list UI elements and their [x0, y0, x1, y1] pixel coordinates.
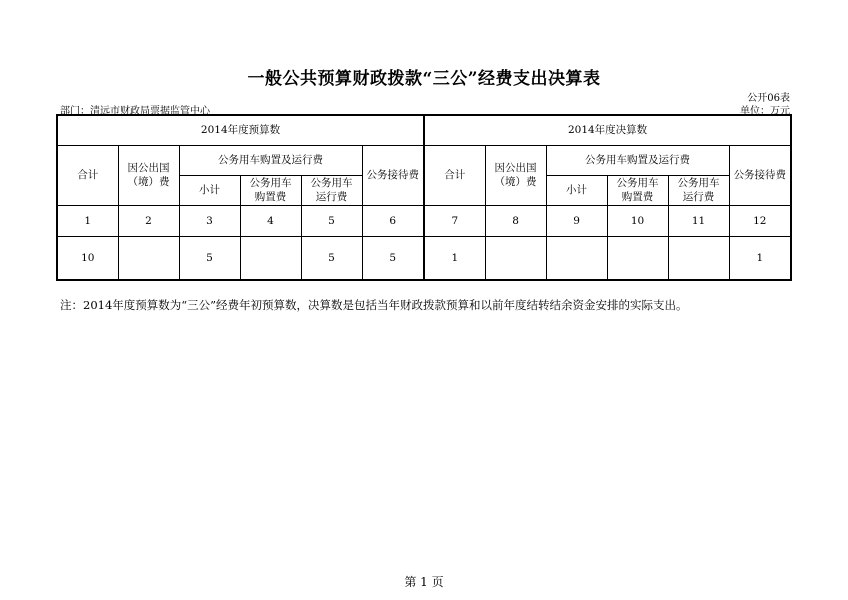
department-label: 部门：清远市财政局票据监管中心 [60, 106, 210, 117]
col-number: 2 [118, 205, 179, 236]
table-row [57, 236, 791, 280]
col-number: 11 [668, 205, 729, 236]
budget-reception-header: 公务接待费 [362, 145, 424, 205]
col-number: 9 [546, 205, 607, 236]
col-number: 8 [485, 205, 546, 236]
column-number-row [57, 205, 791, 236]
col-number: 10 [607, 205, 668, 236]
data-cell: 10 [57, 236, 118, 280]
final-header: 2014年度决算数 [424, 115, 791, 145]
budget-header: 2014年度预算数 [57, 115, 424, 145]
section-header-row [57, 115, 791, 145]
final-vehicle-header: 公务用车购置及运行费 [546, 145, 729, 175]
col-number: 7 [424, 205, 485, 236]
data-cell: 5 [179, 236, 240, 280]
data-cell: 5 [362, 236, 424, 280]
budget-operation-header: 公务用车 运行费 [301, 175, 362, 205]
col-number: 3 [179, 205, 240, 236]
expenditure-table [56, 114, 792, 281]
budget-abroad-header: 因公出国 （境）费 [118, 145, 179, 205]
col-number: 1 [57, 205, 118, 236]
final-purchase-header: 公务用车 购置费 [607, 175, 668, 205]
col-number: 5 [301, 205, 362, 236]
budget-vehicle-header: 公务用车购置及运行费 [179, 145, 362, 175]
final-reception-header: 公务接待费 [729, 145, 791, 205]
column-header-row-1 [57, 145, 791, 175]
data-cell: 1 [729, 236, 791, 280]
data-cell [546, 236, 607, 280]
data-cell: 5 [301, 236, 362, 280]
page-number: 第 1 页 [404, 575, 444, 589]
budget-subtotal-header: 小计 [179, 175, 240, 205]
form-number: 公开06表 [747, 93, 790, 104]
footnote: 注：2014年度预算数为“三公”经费年初预算数，决算数是包括当年财政拨款预算和以前年度结转结余资金安排的实际支出。 [60, 298, 688, 312]
budget-total-header: 合计 [57, 145, 118, 205]
final-operation-header: 公务用车 运行费 [668, 175, 729, 205]
final-total-header: 合计 [424, 145, 485, 205]
data-cell [118, 236, 179, 280]
col-number: 4 [240, 205, 301, 236]
data-cell [607, 236, 668, 280]
data-cell [240, 236, 301, 280]
data-cell [485, 236, 546, 280]
data-cell: 1 [424, 236, 485, 280]
col-number: 6 [362, 205, 424, 236]
unit-label: 单位：万元 [740, 106, 790, 117]
budget-purchase-header: 公务用车 购置费 [240, 175, 301, 205]
final-abroad-header: 因公出国 （境）费 [485, 145, 546, 205]
data-cell [668, 236, 729, 280]
final-subtotal-header: 小计 [546, 175, 607, 205]
page-title: 一般公共预算财政拨款“三公”经费支出决算表 [247, 69, 601, 89]
col-number: 12 [729, 205, 791, 236]
